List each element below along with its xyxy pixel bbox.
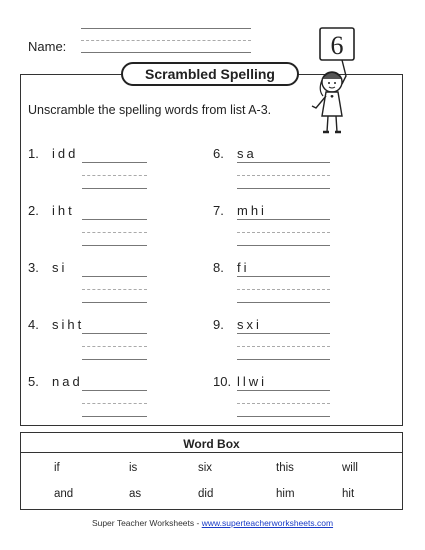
guide-line-2: [82, 232, 147, 233]
item-1: 1. idd: [28, 146, 79, 161]
name-line-input[interactable]: [81, 52, 251, 53]
item-2: 2. iht: [28, 203, 75, 218]
word-box-word: six: [198, 462, 213, 474]
item-3: 3. si: [28, 260, 68, 275]
item-6: 6. sa: [213, 146, 257, 161]
word-box-word: did: [198, 488, 214, 500]
sign-number: 6: [330, 31, 344, 60]
answer-line-4[interactable]: [82, 333, 147, 334]
footer: [0, 518, 425, 528]
word-box-word: if: [54, 462, 60, 474]
word-box-divider: [20, 452, 403, 453]
answer-baseline-5[interactable]: [82, 416, 147, 417]
answer-line-10[interactable]: [237, 390, 330, 391]
item-9: 9. sxi: [213, 317, 262, 332]
word-box-title: Word Box: [183, 437, 240, 451]
answer-line-6[interactable]: [237, 162, 330, 163]
guide-line-8: [237, 289, 330, 290]
footer-text: Super Teacher Worksheets -: [91, 518, 202, 528]
guide-line-9: [237, 346, 330, 347]
guide-line-3: [82, 289, 147, 290]
item-10: 10. llwi: [213, 374, 268, 389]
guide-line-10: [237, 403, 330, 404]
word-box-word: will: [342, 462, 358, 474]
answer-baseline-7[interactable]: [237, 245, 330, 246]
answer-baseline-1[interactable]: [82, 188, 147, 189]
word-box-word: him: [276, 488, 295, 500]
girl-holding-sign-icon: [296, 24, 378, 142]
name-label: Name:: [28, 39, 67, 54]
word-box-word: and: [54, 488, 74, 500]
answer-baseline-8[interactable]: [237, 302, 330, 303]
answer-line-9[interactable]: [237, 333, 330, 334]
item-8: 8. fi: [213, 260, 250, 275]
answer-baseline-9[interactable]: [237, 359, 330, 360]
answer-baseline-10[interactable]: [237, 416, 330, 417]
word-box-word: hit: [342, 488, 355, 500]
answer-line-2[interactable]: [82, 219, 147, 220]
guide-line-6: [237, 175, 330, 176]
word-box-word: as: [129, 488, 142, 500]
name-line-mid: [81, 40, 251, 41]
item-5: 5. nad: [28, 374, 83, 389]
worksheet-title: Scrambled Spelling: [121, 62, 299, 86]
item-7: 7. mhi: [213, 203, 267, 218]
guide-line-5: [82, 403, 147, 404]
answer-line-5[interactable]: [82, 390, 147, 391]
guide-line-1: [82, 175, 147, 176]
answer-line-8[interactable]: [237, 276, 330, 277]
answer-line-3[interactable]: [82, 276, 147, 277]
answer-baseline-3[interactable]: [82, 302, 147, 303]
word-box-word: is: [129, 462, 138, 474]
word-box-word: this: [276, 462, 294, 474]
guide-line-4: [82, 346, 147, 347]
instructions: Unscramble the spelling words from list A-3.: [28, 103, 272, 117]
footer-link[interactable]: www.superteacherworksheets.com: [201, 518, 334, 528]
name-line-top: [81, 28, 251, 29]
answer-line-1[interactable]: [82, 162, 147, 163]
answer-baseline-4[interactable]: [82, 359, 147, 360]
guide-line-7: [237, 232, 330, 233]
item-4: 4. siht: [28, 317, 85, 332]
answer-baseline-6[interactable]: [237, 188, 330, 189]
answer-baseline-2[interactable]: [82, 245, 147, 246]
answer-line-7[interactable]: [237, 219, 330, 220]
